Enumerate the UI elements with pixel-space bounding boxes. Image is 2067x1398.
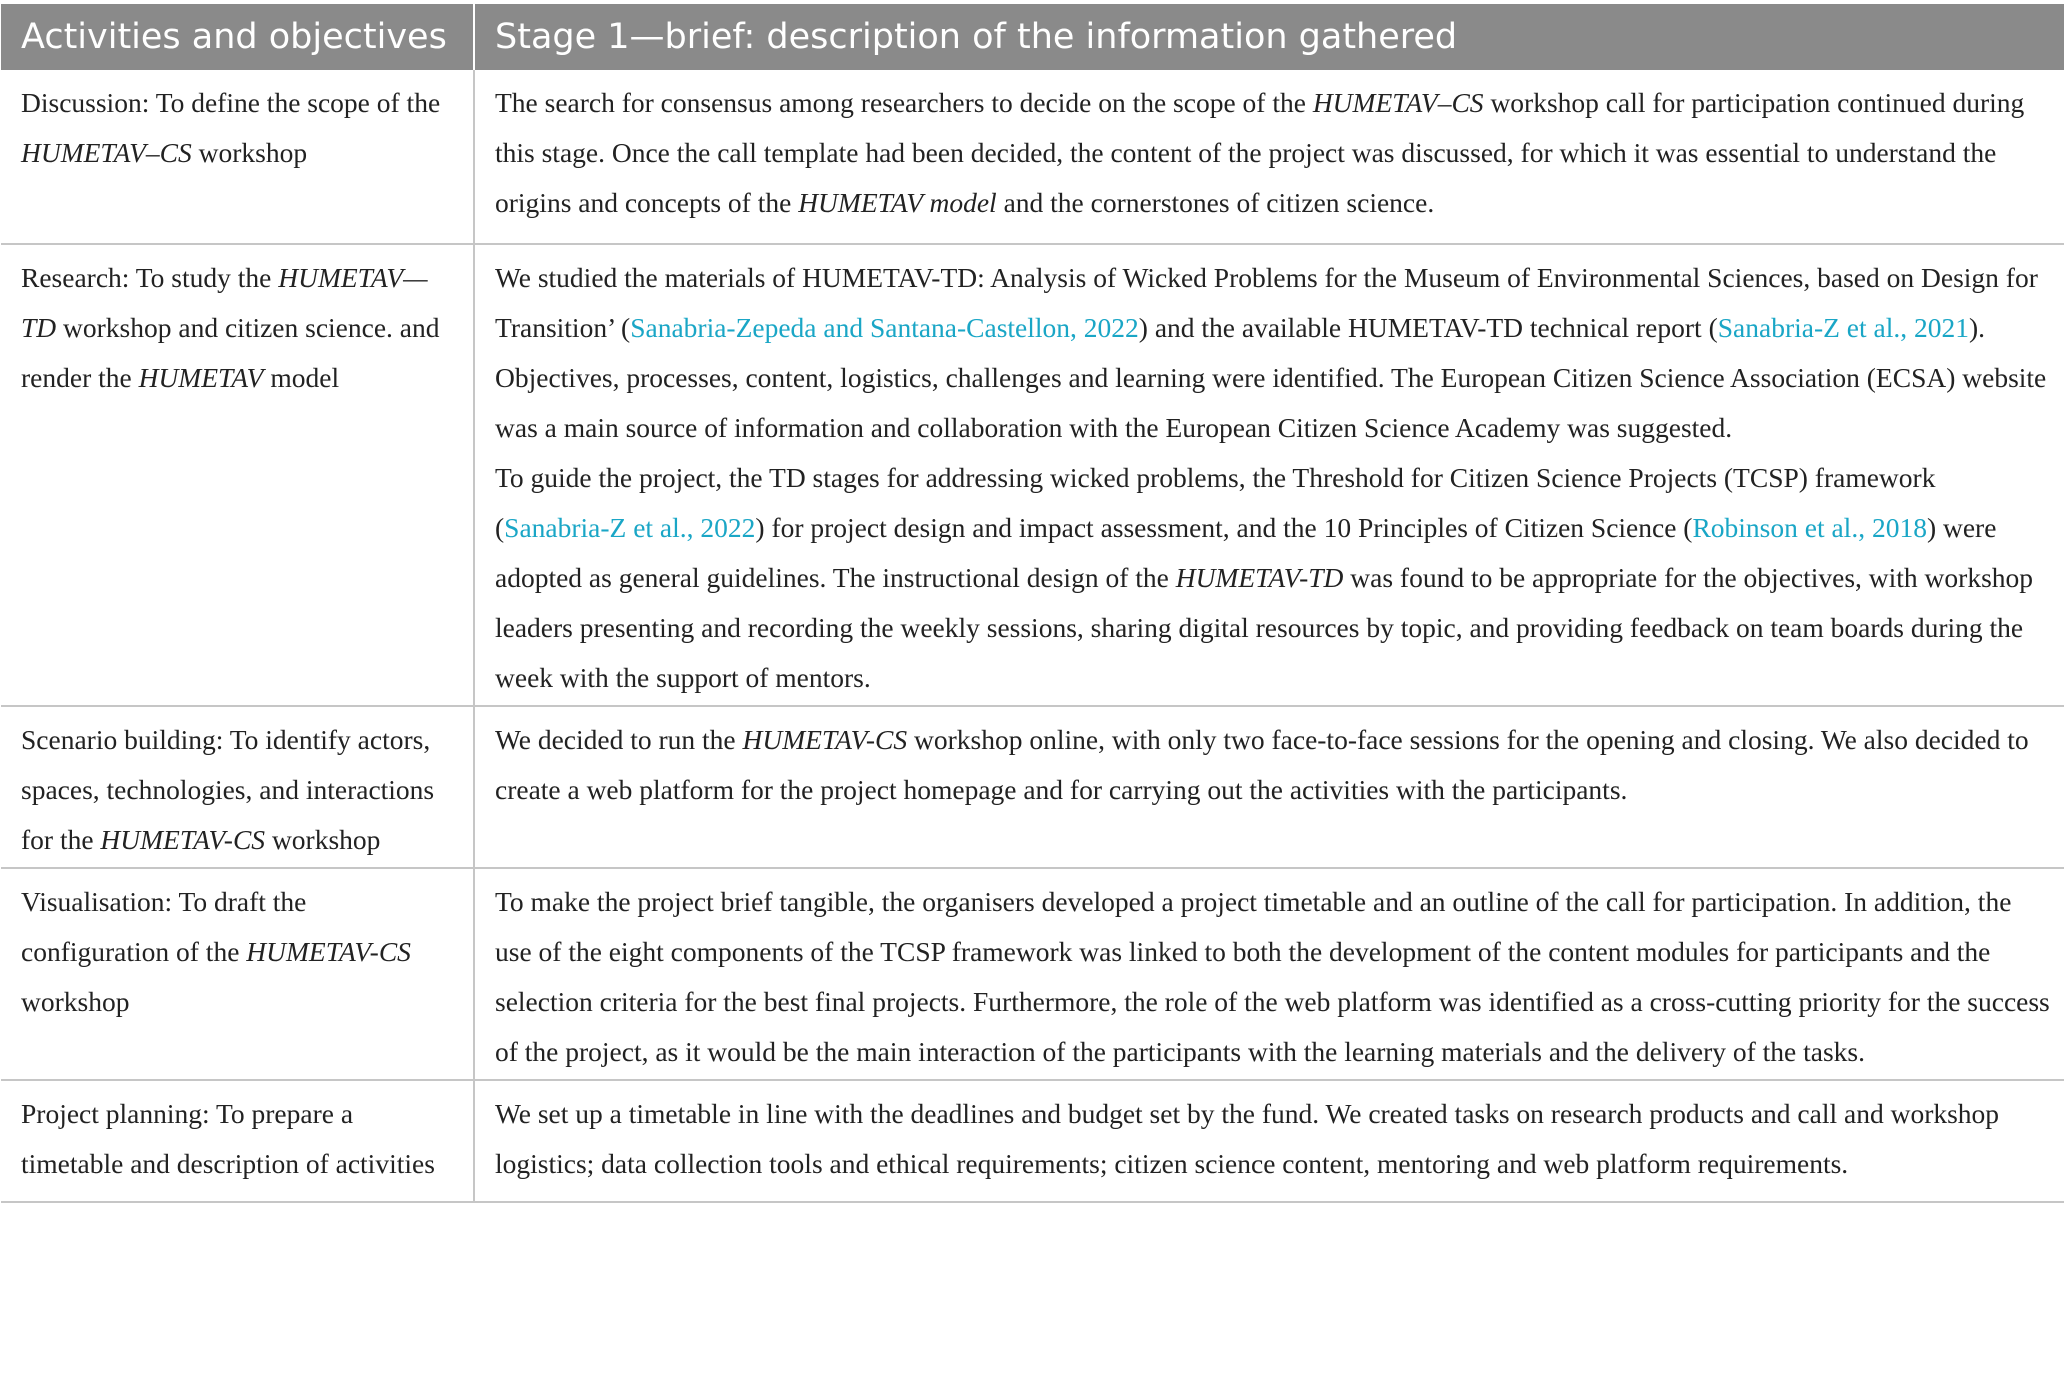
citation-link[interactable]: Sanabria-Zepeda and Santana-Castellon, 2022 xyxy=(630,312,1139,343)
header-activities: Activities and objectives xyxy=(1,4,474,70)
description-cell: We set up a timetable in line with the deadlines and budget set by the fund. We created tasks on research products and call and workshop logistics; data collection tools and ethical requirements; citizen science content, mentoring and web platform requirements. xyxy=(474,1080,2064,1202)
citation-link[interactable]: Sanabria-Z et al., 2021 xyxy=(1717,312,1969,343)
activity-cell: Project planning: To prepare a timetable and description of activities xyxy=(1,1080,474,1202)
table-header-row xyxy=(1,4,2064,70)
paragraph: We studied the materials of HUMETAV-TD: Analysis of Wicked Problems for the Museum of Environmental Sciences, based on Design for Transition’ (Sanabria-Zepeda and Santana-Castellon, 2022) and the available HUMETAV-TD technical report (Sanabria-Z et al., 2021). Objectives, processes, content, logistics, challenges and learning were identified. The European Citizen Science Association (ECSA) website was a main source of information and collaboration with the European Citizen Science Academy was suggested. xyxy=(495,262,2047,443)
table-row xyxy=(1,1080,2064,1202)
table-row xyxy=(1,70,2064,244)
table-row xyxy=(1,244,2064,706)
table-row xyxy=(1,706,2064,868)
citation-link[interactable]: Sanabria-Z et al., 2022 xyxy=(504,512,756,543)
description-cell: The search for consensus among researchers to decide on the scope of the HUMETAV–CS workshop call for participation continued during this stage. Once the call template had been decided, the content of the project was discussed, for which it was essential to understand the origins and concepts of the HUMETAV model and the cornerstones of citizen science. xyxy=(474,70,2064,244)
description-cell: To make the project brief tangible, the organisers developed a project timetable and an outline of the call for participation. In addition, the use of the eight components of the TCSP framework was linked to both the development of the content modules for participants and the selection criteria for the best final projects. Furthermore, the role of the web platform was identified as a cross-cutting priority for the success of the project, as it would be the main interaction of the participants with the learning materials and the delivery of the tasks. xyxy=(474,868,2064,1080)
citation-link[interactable]: Robinson et al., 2018 xyxy=(1692,512,1927,543)
activity-cell: Discussion: To define the scope of the HUMETAV–CS workshop xyxy=(1,70,474,244)
stage1-table xyxy=(1,4,2064,1203)
activity-cell: Research: To study the HUMETAV—TD workshop and citizen science. and render the HUMETAV model xyxy=(1,244,474,706)
table-row xyxy=(1,868,2064,1080)
activity-cell: Visualisation: To draft the configuration of the HUMETAV-CS workshop xyxy=(1,868,474,1080)
header-description: Stage 1—brief: description of the information gathered xyxy=(474,4,2064,70)
description-cell xyxy=(474,244,2064,706)
activity-cell: Scenario building: To identify actors, spaces, technologies, and interactions for the HUMETAV-CS workshop xyxy=(1,706,474,868)
description-cell: We decided to run the HUMETAV-CS workshop online, with only two face-to-face sessions for the opening and closing. We also decided to create a web platform for the project homepage and for carrying out the activities with the participants. xyxy=(474,706,2064,868)
paragraph: To guide the project, the TD stages for addressing wicked problems, the Threshold for Citizen Science Projects (TCSP) framework (Sanabria-Z et al., 2022) for project design and impact assessment, and the 10 Principles of Citizen Science (Robinson et al., 2018) were adopted as general guidelines. The instructional design of the HUMETAV-TD was found to be appropriate for the objectives, with workshop leaders presenting and recording the weekly sessions, sharing digital resources by topic, and providing feedback on team boards during the week with the support of mentors. xyxy=(495,462,2034,693)
